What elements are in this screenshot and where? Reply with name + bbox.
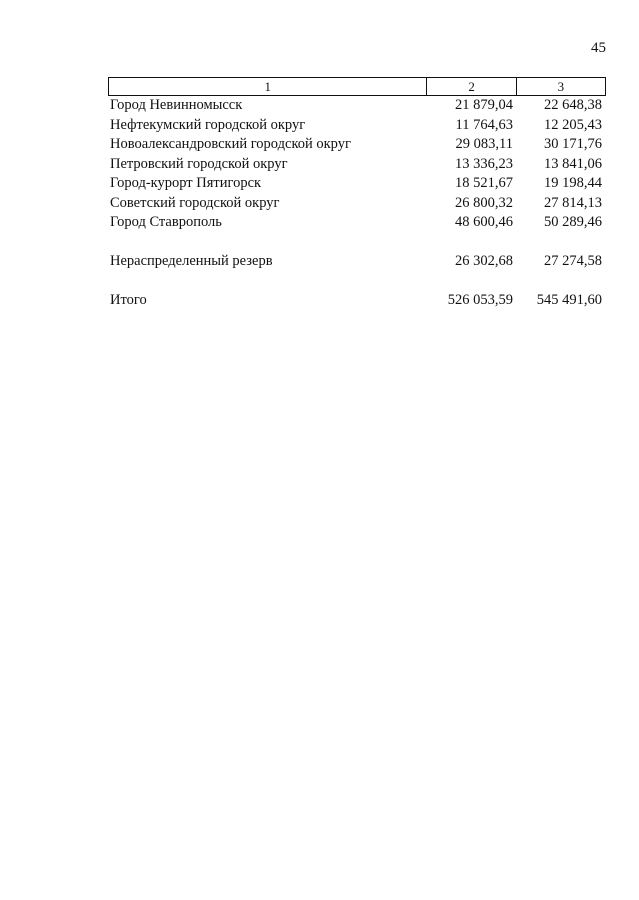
table-row bbox=[108, 174, 606, 194]
row-name: Петровский городской округ bbox=[110, 155, 288, 172]
page-number: 45 bbox=[591, 40, 606, 56]
table-row bbox=[108, 213, 606, 233]
row-name: Новоалександровский городской округ bbox=[110, 136, 351, 152]
row-value-col2: 29 083,11 bbox=[455, 136, 513, 152]
row-value-col3: 19 198,44 bbox=[544, 175, 602, 191]
row-name: Советский городской округ bbox=[110, 194, 280, 211]
row-value-col2: 13 336,23 bbox=[455, 155, 513, 172]
table-row bbox=[108, 96, 606, 116]
row-name: Нефтекумский городской округ bbox=[110, 116, 306, 133]
total-row bbox=[108, 291, 606, 311]
table-row bbox=[108, 135, 606, 155]
reserve-label: Нераспределенный резерв bbox=[110, 253, 273, 269]
header-col-3: 3 bbox=[516, 78, 605, 95]
row-value-col3: 50 289,46 bbox=[544, 214, 602, 230]
row-name: Город Невинномысск bbox=[110, 97, 243, 113]
total-label: Итого bbox=[110, 292, 147, 308]
row-value-col3: 22 648,38 bbox=[544, 97, 602, 113]
table-header-row bbox=[108, 77, 606, 96]
row-name: Город Ставрополь bbox=[110, 214, 222, 230]
total-value-col2: 526 053,59 bbox=[447, 292, 513, 308]
row-value-col3: 27 814,13 bbox=[544, 194, 602, 211]
reserve-row bbox=[108, 252, 606, 272]
row-value-col2: 21 879,04 bbox=[455, 97, 513, 113]
reserve-value-col2: 26 302,68 bbox=[455, 253, 513, 269]
allocation-table bbox=[108, 77, 606, 311]
table-row bbox=[108, 116, 606, 136]
table-row bbox=[108, 194, 606, 214]
table-row bbox=[108, 155, 606, 175]
row-value-col3: 12 205,43 bbox=[544, 116, 602, 133]
table-body bbox=[108, 96, 606, 311]
row-value-col3: 30 171,76 bbox=[544, 136, 602, 152]
row-value-col2: 26 800,32 bbox=[455, 194, 513, 211]
row-spacer bbox=[108, 272, 606, 292]
header-col-2: 2 bbox=[426, 78, 515, 95]
total-value-col3: 545 491,60 bbox=[536, 292, 602, 308]
row-value-col2: 18 521,67 bbox=[455, 175, 513, 191]
row-value-col2: 48 600,46 bbox=[455, 214, 513, 230]
row-spacer bbox=[108, 233, 606, 253]
reserve-value-col3: 27 274,58 bbox=[544, 253, 602, 269]
row-value-col3: 13 841,06 bbox=[544, 155, 602, 172]
row-name: Город-курорт Пятигорск bbox=[110, 175, 262, 191]
row-value-col2: 11 764,63 bbox=[455, 116, 513, 133]
header-col-1: 1 bbox=[264, 78, 271, 94]
